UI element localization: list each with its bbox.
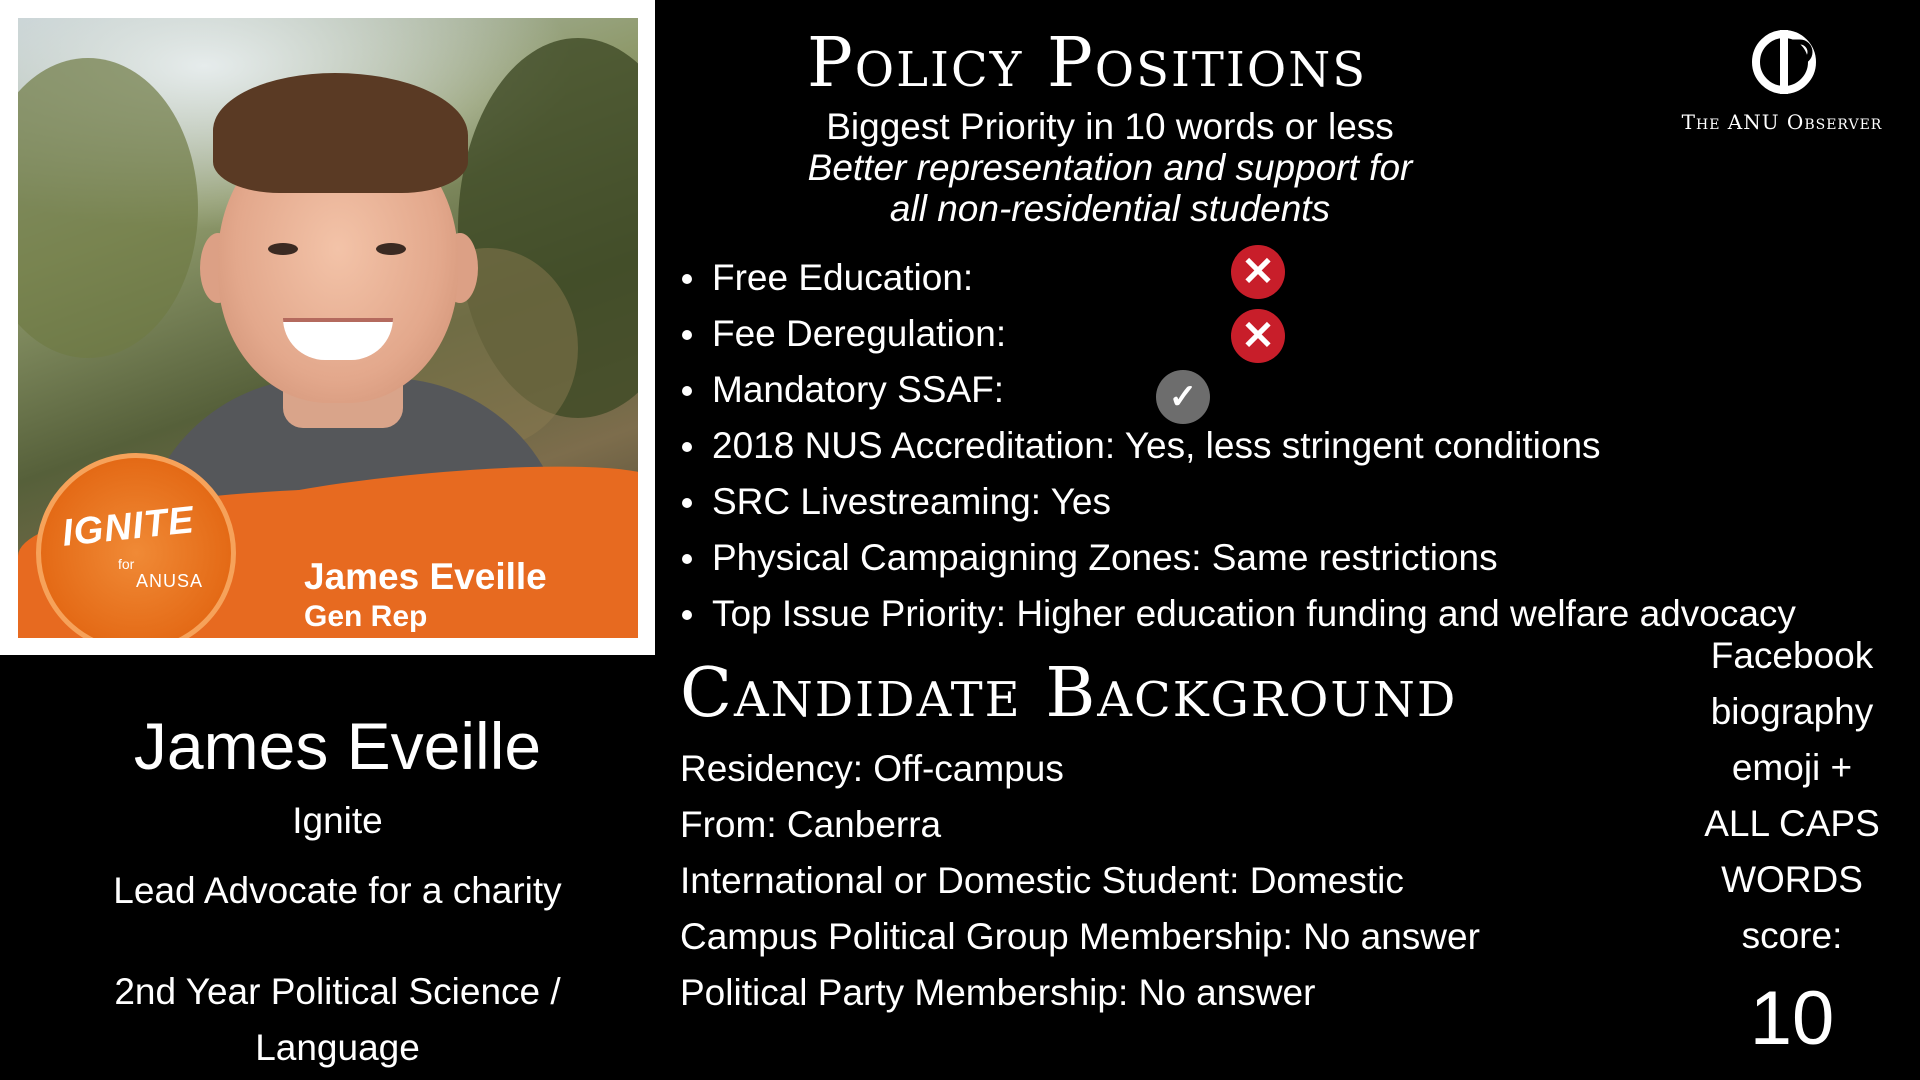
policy-item-label: Top Issue Priority: Higher education funding and welfare advocacy (712, 593, 1796, 634)
score-label (1676, 628, 1908, 964)
observer-logo-icon (1750, 28, 1818, 96)
policy-item-nus-accreditation (680, 418, 1796, 474)
policy-item-mandatory-ssaf (680, 362, 1796, 418)
candidate-background-heading: Candidate Background (680, 654, 1458, 733)
banner-candidate-name: James Eveille (304, 556, 547, 597)
candidate-role: Lead Advocate for a charity (113, 870, 562, 911)
background-student-type: International or Domestic Student: Domestic (680, 860, 1404, 901)
cross-icon: ✕ (1231, 309, 1285, 363)
policy-item-label: SRC Livestreaming: Yes (712, 481, 1111, 522)
score-label-line: emoji + (1731, 747, 1853, 788)
candidate-photo-card (0, 0, 655, 655)
policy-item-src-livestreaming (680, 474, 1796, 530)
candidate-ticket: Ignite (292, 800, 383, 841)
policy-list (680, 250, 1796, 642)
policy-item-label: Free Education: (712, 257, 974, 298)
score-label-line: Facebook (1710, 635, 1874, 676)
check-icon: ✓ (1156, 370, 1210, 424)
candidate-degree-line-2: Language (255, 1027, 420, 1068)
priority-text-line-2: all non-residential students (889, 188, 1331, 229)
policy-positions-heading: Policy Positions (807, 24, 1368, 103)
ignite-badge-org: ANUSA (136, 571, 204, 591)
policy-item-label: Fee Deregulation: (712, 313, 1007, 354)
score-label-line: WORDS (1721, 859, 1863, 900)
banner-candidate-role: Gen Rep (304, 600, 428, 633)
observer-logo-text: The ANU Observer (1681, 110, 1883, 134)
cross-icon: ✕ (1231, 245, 1285, 299)
ignite-badge-word: IGNITE (60, 499, 197, 555)
score-label-line: ALL CAPS (1704, 803, 1880, 844)
policy-item-top-issue (680, 586, 1796, 642)
priority-label: Biggest Priority in 10 words or less (826, 106, 1394, 147)
policy-item-label: 2018 NUS Accreditation: Yes, less stringent conditions (712, 425, 1601, 466)
score-label-line: score: (1741, 915, 1843, 956)
background-from: From: Canberra (680, 804, 942, 845)
policy-item-campaigning-zones (680, 530, 1796, 586)
ignite-badge-for: for (118, 556, 135, 572)
background-campus-group: Campus Political Group Membership: No answer (680, 916, 1480, 957)
background-residency: Residency: Off-campus (680, 748, 1064, 789)
priority-text-line-1: Better representation and support for (807, 147, 1413, 188)
policy-item-label: Mandatory SSAF: (712, 369, 1005, 410)
score-value: 10 (1749, 976, 1835, 1061)
policy-item-label: Physical Campaigning Zones: Same restrictions (712, 537, 1498, 578)
candidate-name: James Eveille (133, 709, 542, 783)
candidate-photo (18, 18, 638, 638)
candidate-degree-line-1: 2nd Year Political Science / (114, 971, 561, 1012)
score-label-line: biography (1710, 691, 1874, 732)
background-party-membership: Political Party Membership: No answer (680, 972, 1316, 1013)
